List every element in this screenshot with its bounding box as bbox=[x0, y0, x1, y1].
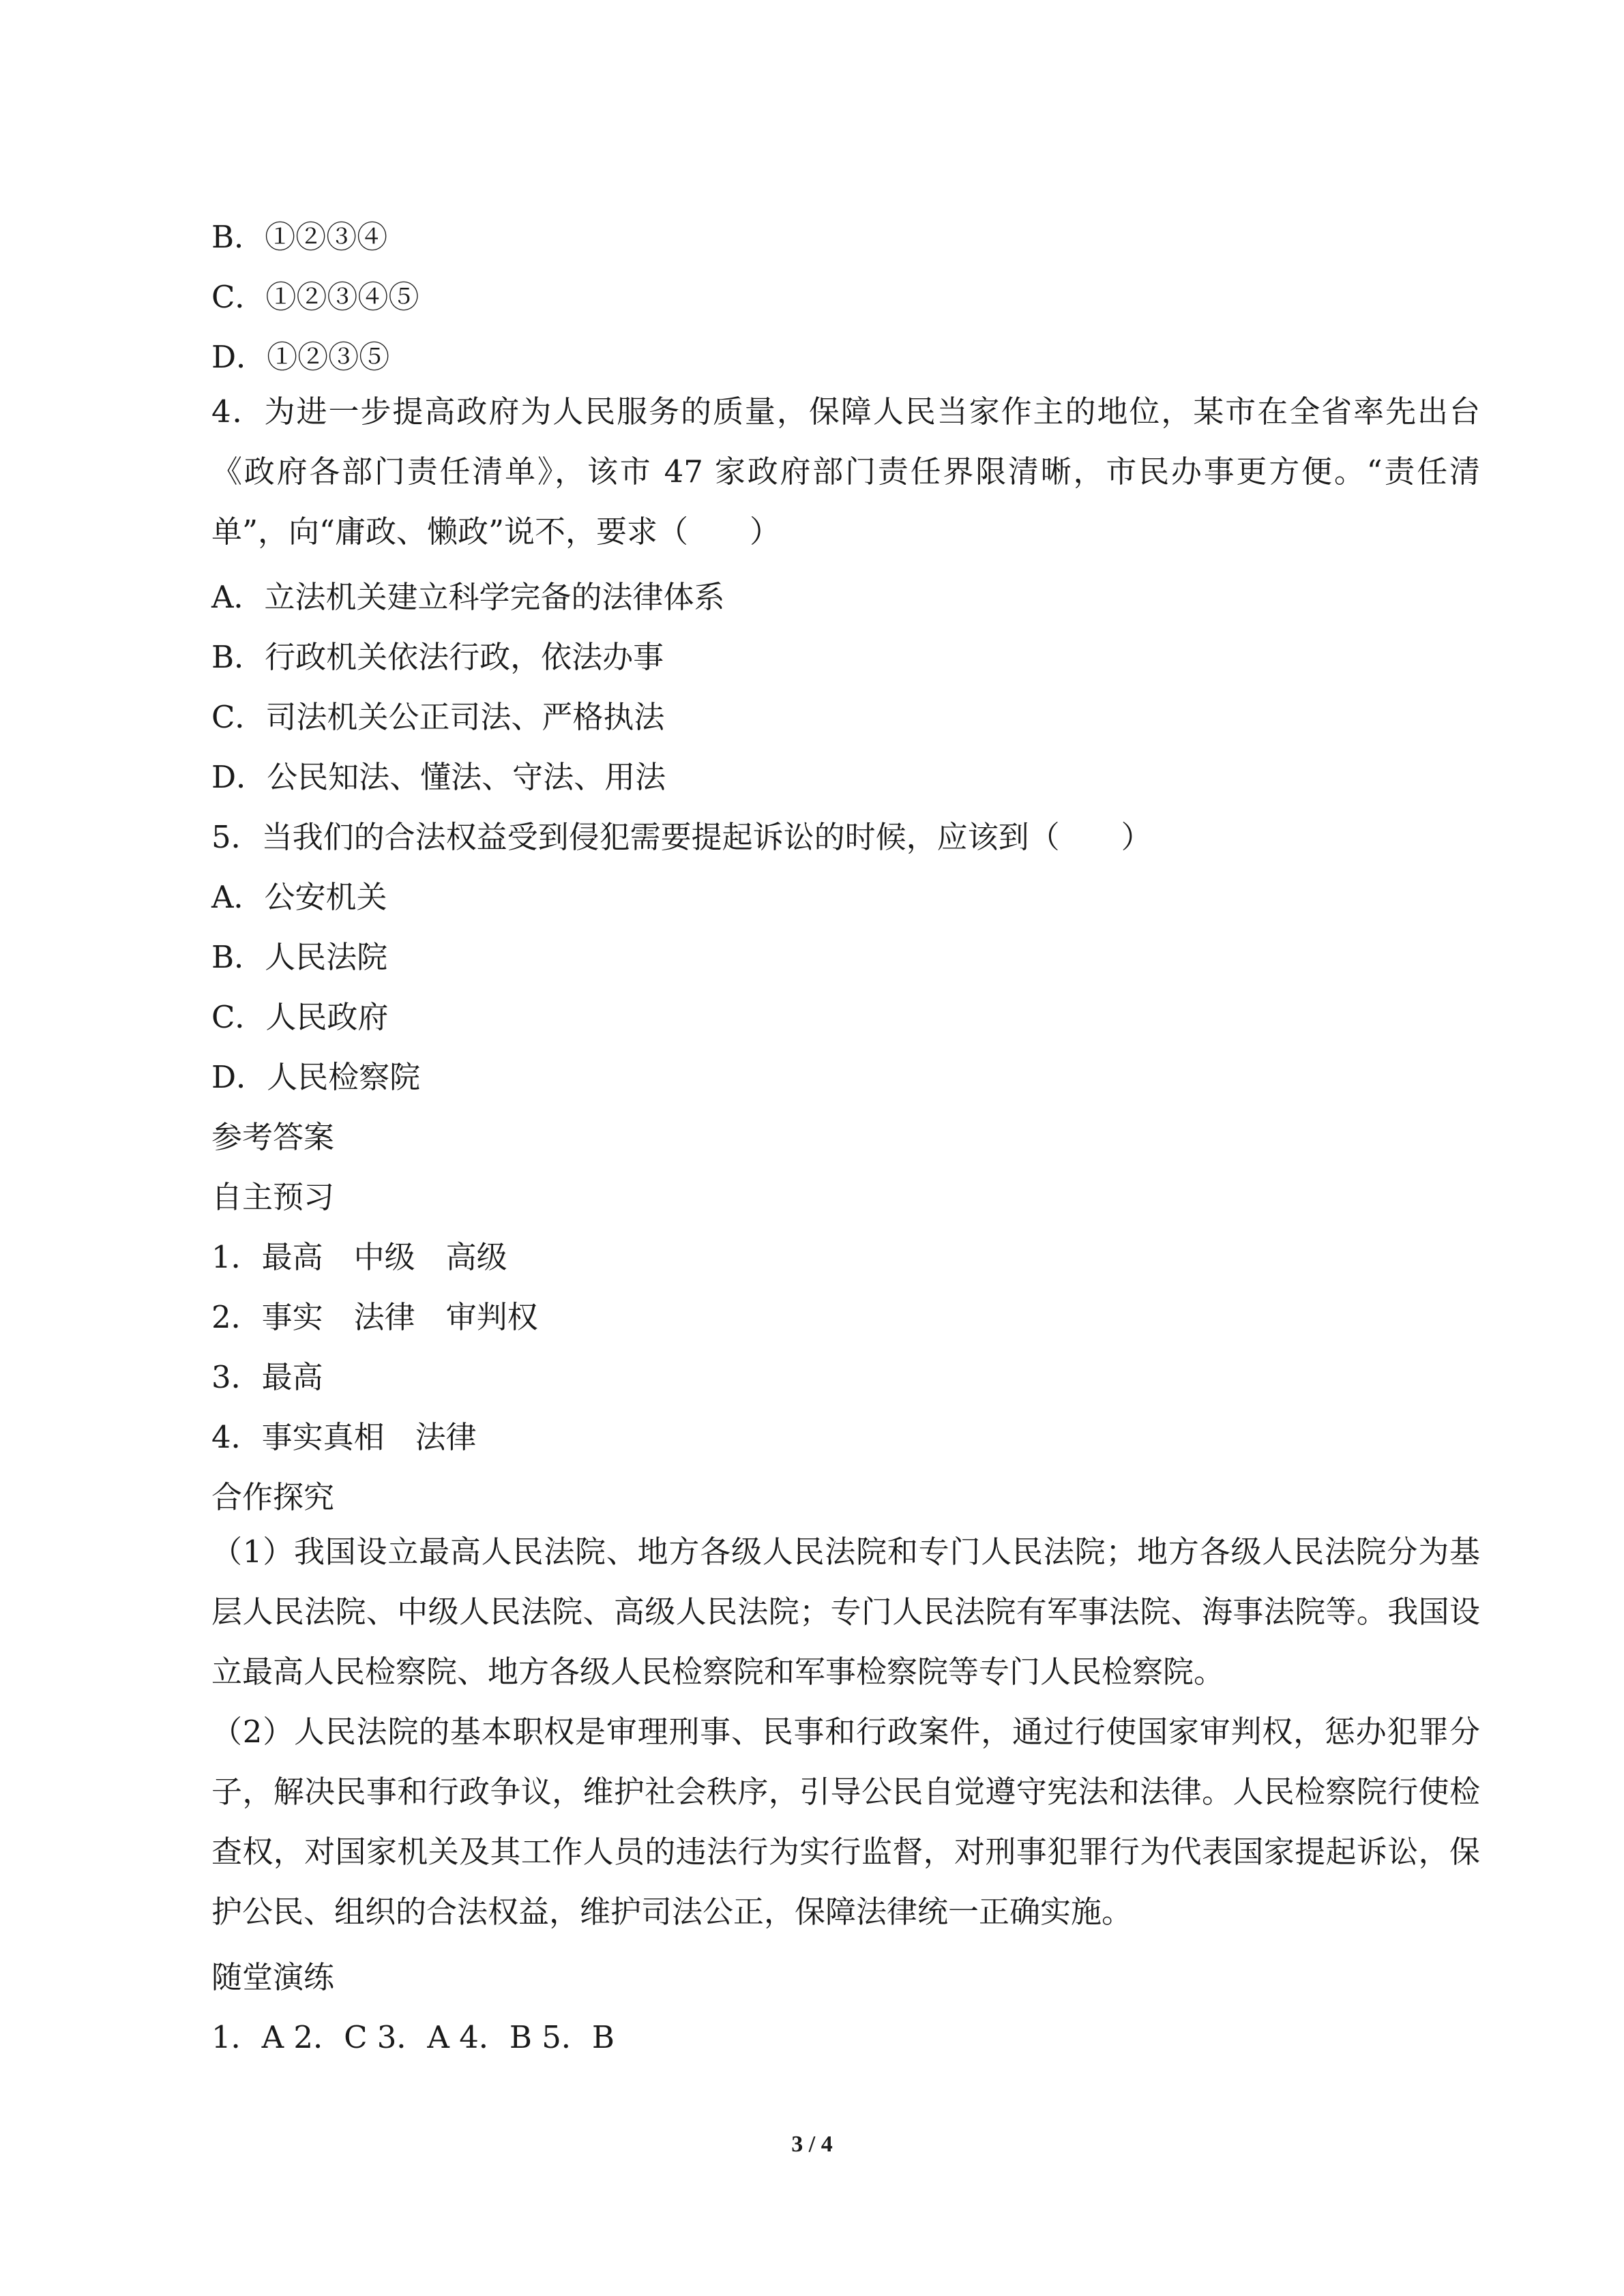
explore-answer-2-text: （2）人民法院的基本职权是审理刑事、民事和行政案件，通过行使国家审判权，惩办犯罪分子，解决民事和行政争议，维护社会秩序，引导公民自觉遵守宪法和法律。人民检察院行使检查权，对国家机关及其工作人员的违法行为实行监督，对刑事犯罪行为代表国家提起诉讼，保护公民、组织的合法权益，维护司法公正，保障法律统一正确实施。 bbox=[211, 1714, 1480, 1930]
q4-option-b: B．行政机关依法行政，依法办事 bbox=[211, 639, 664, 675]
preview-heading: 自主预习 bbox=[211, 1179, 335, 1215]
q5-option-d: D．人民检察院 bbox=[211, 1059, 421, 1095]
q4-option-a: A．立法机关建立科学完备的法律体系 bbox=[211, 579, 725, 615]
q3-option-c: C．①②③④⑤ bbox=[211, 279, 419, 315]
practice-heading: 随堂演练 bbox=[211, 1959, 335, 1995]
explore-answer-2 bbox=[211, 1702, 1480, 1942]
q5-option-b: B．人民法院 bbox=[211, 939, 388, 975]
preview-answer-1: 1．最高 中级 高级 bbox=[211, 1239, 507, 1275]
explore-heading: 合作探究 bbox=[211, 1479, 335, 1515]
q5-option-a: A．公安机关 bbox=[211, 879, 387, 915]
q4-option-c: C．司法机关公正司法、严格执法 bbox=[211, 699, 665, 735]
q4-stem-text: 4．为进一步提高政府为人民服务的质量，保障人民当家作主的地位，某市在全省率先出台《政府各部门责任清单》，该市 47 家政府部门责任界限清晰，市民办事更方便。“责任清单”，向“庸政、懒政”说不，要求（ ） bbox=[211, 393, 1480, 550]
preview-answer-3: 3．最高 bbox=[211, 1359, 323, 1395]
q4-option-d: D．公民知法、懂法、守法、用法 bbox=[211, 759, 666, 795]
practice-answers: 1．A 2．C 3．A 4．B 5．B bbox=[211, 2019, 615, 2055]
explore-answer-1-text: （1）我国设立最高人民法院、地方各级人民法院和专门人民法院；地方各级人民法院分为基层人民法院、中级人民法院、高级人民法院；专门人民法院有军事法院、海事法院等。我国设立最高人民检察院、地方各级人民检察院和军事检察院等专门人民检察院。 bbox=[211, 1534, 1480, 1690]
preview-answer-4: 4．事实真相 法律 bbox=[211, 1419, 477, 1455]
answers-heading: 参考答案 bbox=[211, 1119, 335, 1155]
preview-answer-2: 2．事实 法律 审判权 bbox=[211, 1299, 538, 1335]
q5-option-c: C．人民政府 bbox=[211, 999, 389, 1035]
q4-stem bbox=[211, 382, 1480, 562]
q3-option-b: B．①②③④ bbox=[211, 219, 388, 255]
page-number: 3 / 4 bbox=[791, 2132, 833, 2157]
q5-stem: 5．当我们的合法权益受到侵犯需要提起诉讼的时候，应该到（ ） bbox=[211, 819, 1152, 855]
q3-option-d: D．①②③⑤ bbox=[211, 339, 390, 375]
explore-answer-1 bbox=[211, 1522, 1480, 1702]
